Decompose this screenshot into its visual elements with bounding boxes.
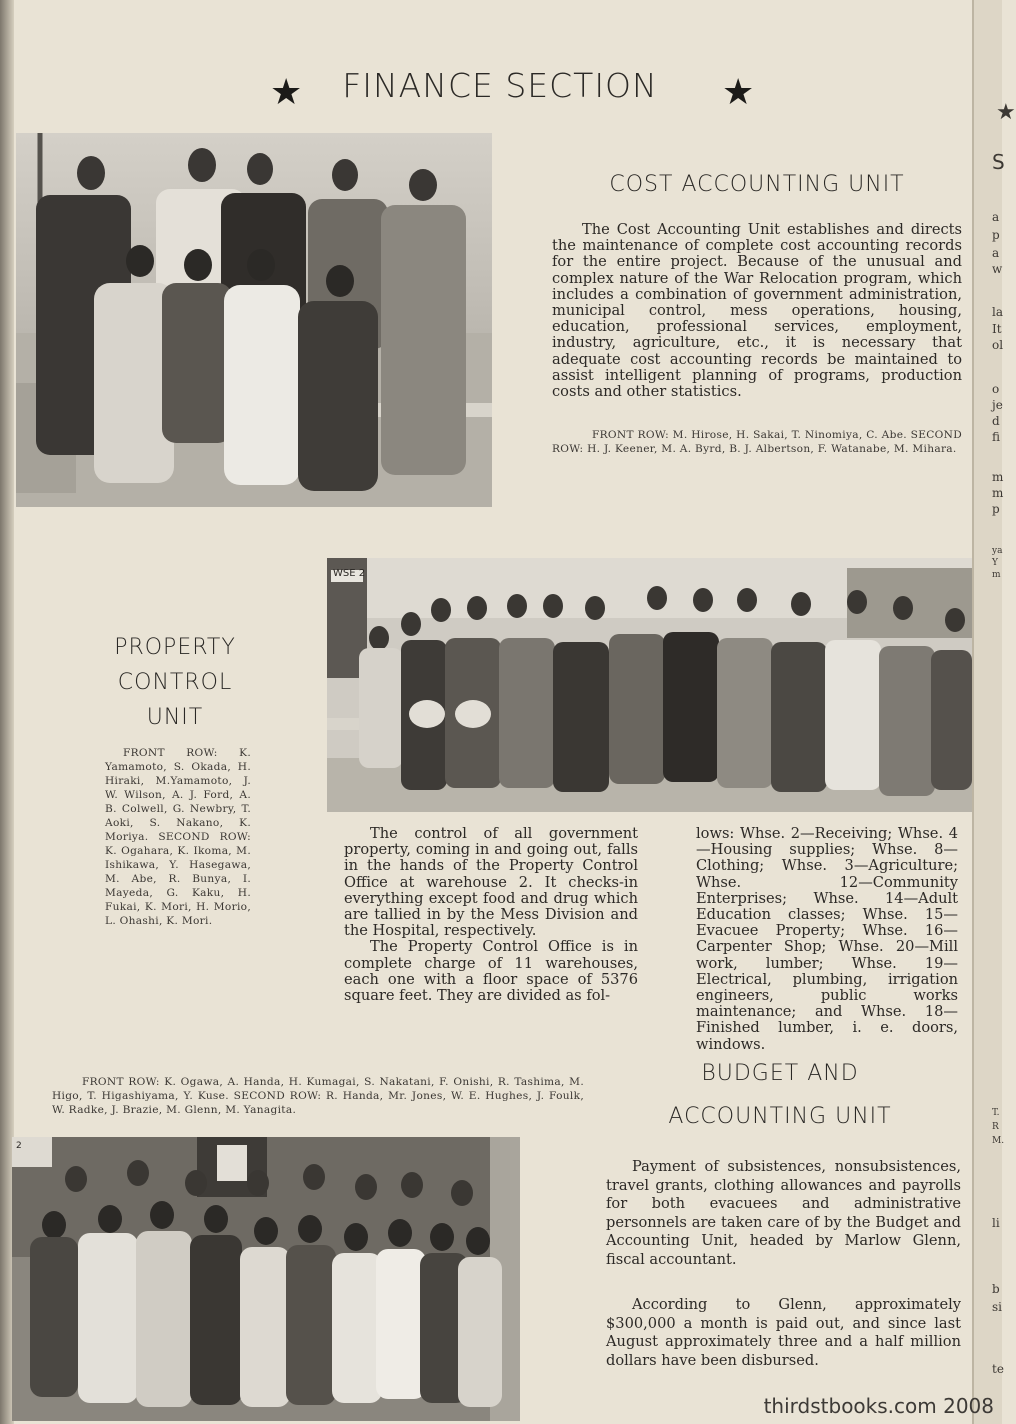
watermark: thirdstbooks.com 2008 xyxy=(763,1394,994,1418)
property-control-paragraph-1: The control of all government property, coming in and going out, falls in the hands of the Property Control Office at warehouse 2. It checks-in everything except food and drug which are tallied in by the Mess Division and the Hospital, respectively. xyxy=(344,825,638,940)
cost-accounting-body: The Cost Accounting Unit establishes and directs the maintenance of complete cost accounting records for the entire project. Because of the unusual and complex nature of the War Relocation program, which includes a combination of government administration, municipal control, mess operations, housing, education, professional services, employment, industry, agriculture, etc., it is necessary that adequate cost accounting records be maintained to assist intelligent planning of programs, production costs and other statistics. xyxy=(552,221,962,401)
budget-text-2: According to Glenn, approximately $300,000 a month is paid out, and since last August approximately three and a half million dollars have been disbursed. xyxy=(606,1296,961,1369)
property-control-column-1 xyxy=(344,826,638,1004)
cost-accounting-title: COST ACCOUNTING UNIT xyxy=(609,172,905,197)
budget-title xyxy=(600,1052,960,1138)
star-icon-right: ★ xyxy=(722,72,755,113)
budget-text-1: Payment of subsistences, nonsubsistences, travel grants, clothing allowances and payrolls for both evacuees and administrative personnels are taken care of by the Budget and Accounting Unit, headed by Marlow Glenn, fiscal accountant. xyxy=(606,1158,961,1268)
property-control-caption: FRONT ROW: K. Yamamoto, S. Okada, H. Hiraki, M.Yamamoto, J. W. Wilson, A. J. Ford, A. B. Colwell, G. Newbry, T. Aoki, S. Nakano, K. Moriya. SECOND ROW: K. Ogahara, K. Ikoma, M. Ishikawa, Y. Hasegawa, M. Abe, R. Bunya, I. Mayeda, G. Kaku, H. Fukai, K. Mori, H. Morio, L. Ohashi, K. Mori. xyxy=(105,747,251,927)
cost-accounting-photo xyxy=(16,133,492,507)
notice-board-label: 2 xyxy=(16,1141,22,1151)
budget-paragraph-1 xyxy=(606,1158,961,1269)
budget-title-line1: BUDGET AND xyxy=(701,1061,859,1086)
budget-accounting-photo xyxy=(12,1137,520,1421)
star-icon-left: ★ xyxy=(270,72,303,113)
property-control-title-line2: CONTROL xyxy=(117,670,233,695)
property-control-paragraph-2: The Property Control Office is in complete charge of 11 warehouses, each one with a floor space of 5376 square feet. They are divided as fol- xyxy=(344,938,638,1005)
budget-caption: FRONT ROW: K. Ogawa, A. Handa, H. Kumagai, S. Nakatani, F. Onishi, R. Tashima, M. Higo, T. Higashiyama, Y. Kuse. SECOND ROW: R. Handa, Mr. Jones, W. E. Hughes, J. Foulk, W. Radke, J. Brazie, M. Glenn, M. Yanagita. xyxy=(52,1076,584,1116)
property-control-title xyxy=(90,630,260,735)
property-control-title-line3: UNIT xyxy=(146,705,204,730)
cost-accounting-caption: FRONT ROW: M. Hirose, H. Sakai, T. Ninomiya, C. Abe. SECOND ROW: H. J. Keener, M. A. Byrd, B. J. Albertson, F. Watanabe, M. Mihara. xyxy=(552,429,962,455)
budget-paragraph-2 xyxy=(606,1296,961,1370)
property-control-photo xyxy=(327,558,972,812)
page-title: FINANCE SECTION xyxy=(342,66,658,105)
warehouse-sign-label: WSE 2 xyxy=(333,568,366,579)
property-control-column-2: lows: Whse. 2—Receiving; Whse. 4—Housing supplies; Whse. 8—Clothing; Whse. 3—Agriculture; Whse. 12—Community Enterprises; Whse. 14—Adult Education classes; Whse. 15—Evacuee Property; Whse. 16—Carpenter Shop; Whse. 20—Mill work, lumber; Whse. 19—Electrical, plumbing, irrigation engineers, public works maintenance; and Whse. 18—Finished lumber, i. e. doors, windows. xyxy=(696,825,958,1053)
property-control-title-line1: PROPERTY xyxy=(114,635,236,660)
adjacent-page-edge: ★ S a p a w la It ol o je d fi m m p ya Y m T. R M. li b si te xyxy=(972,0,1002,1424)
budget-title-line2: ACCOUNTING UNIT xyxy=(668,1104,892,1129)
